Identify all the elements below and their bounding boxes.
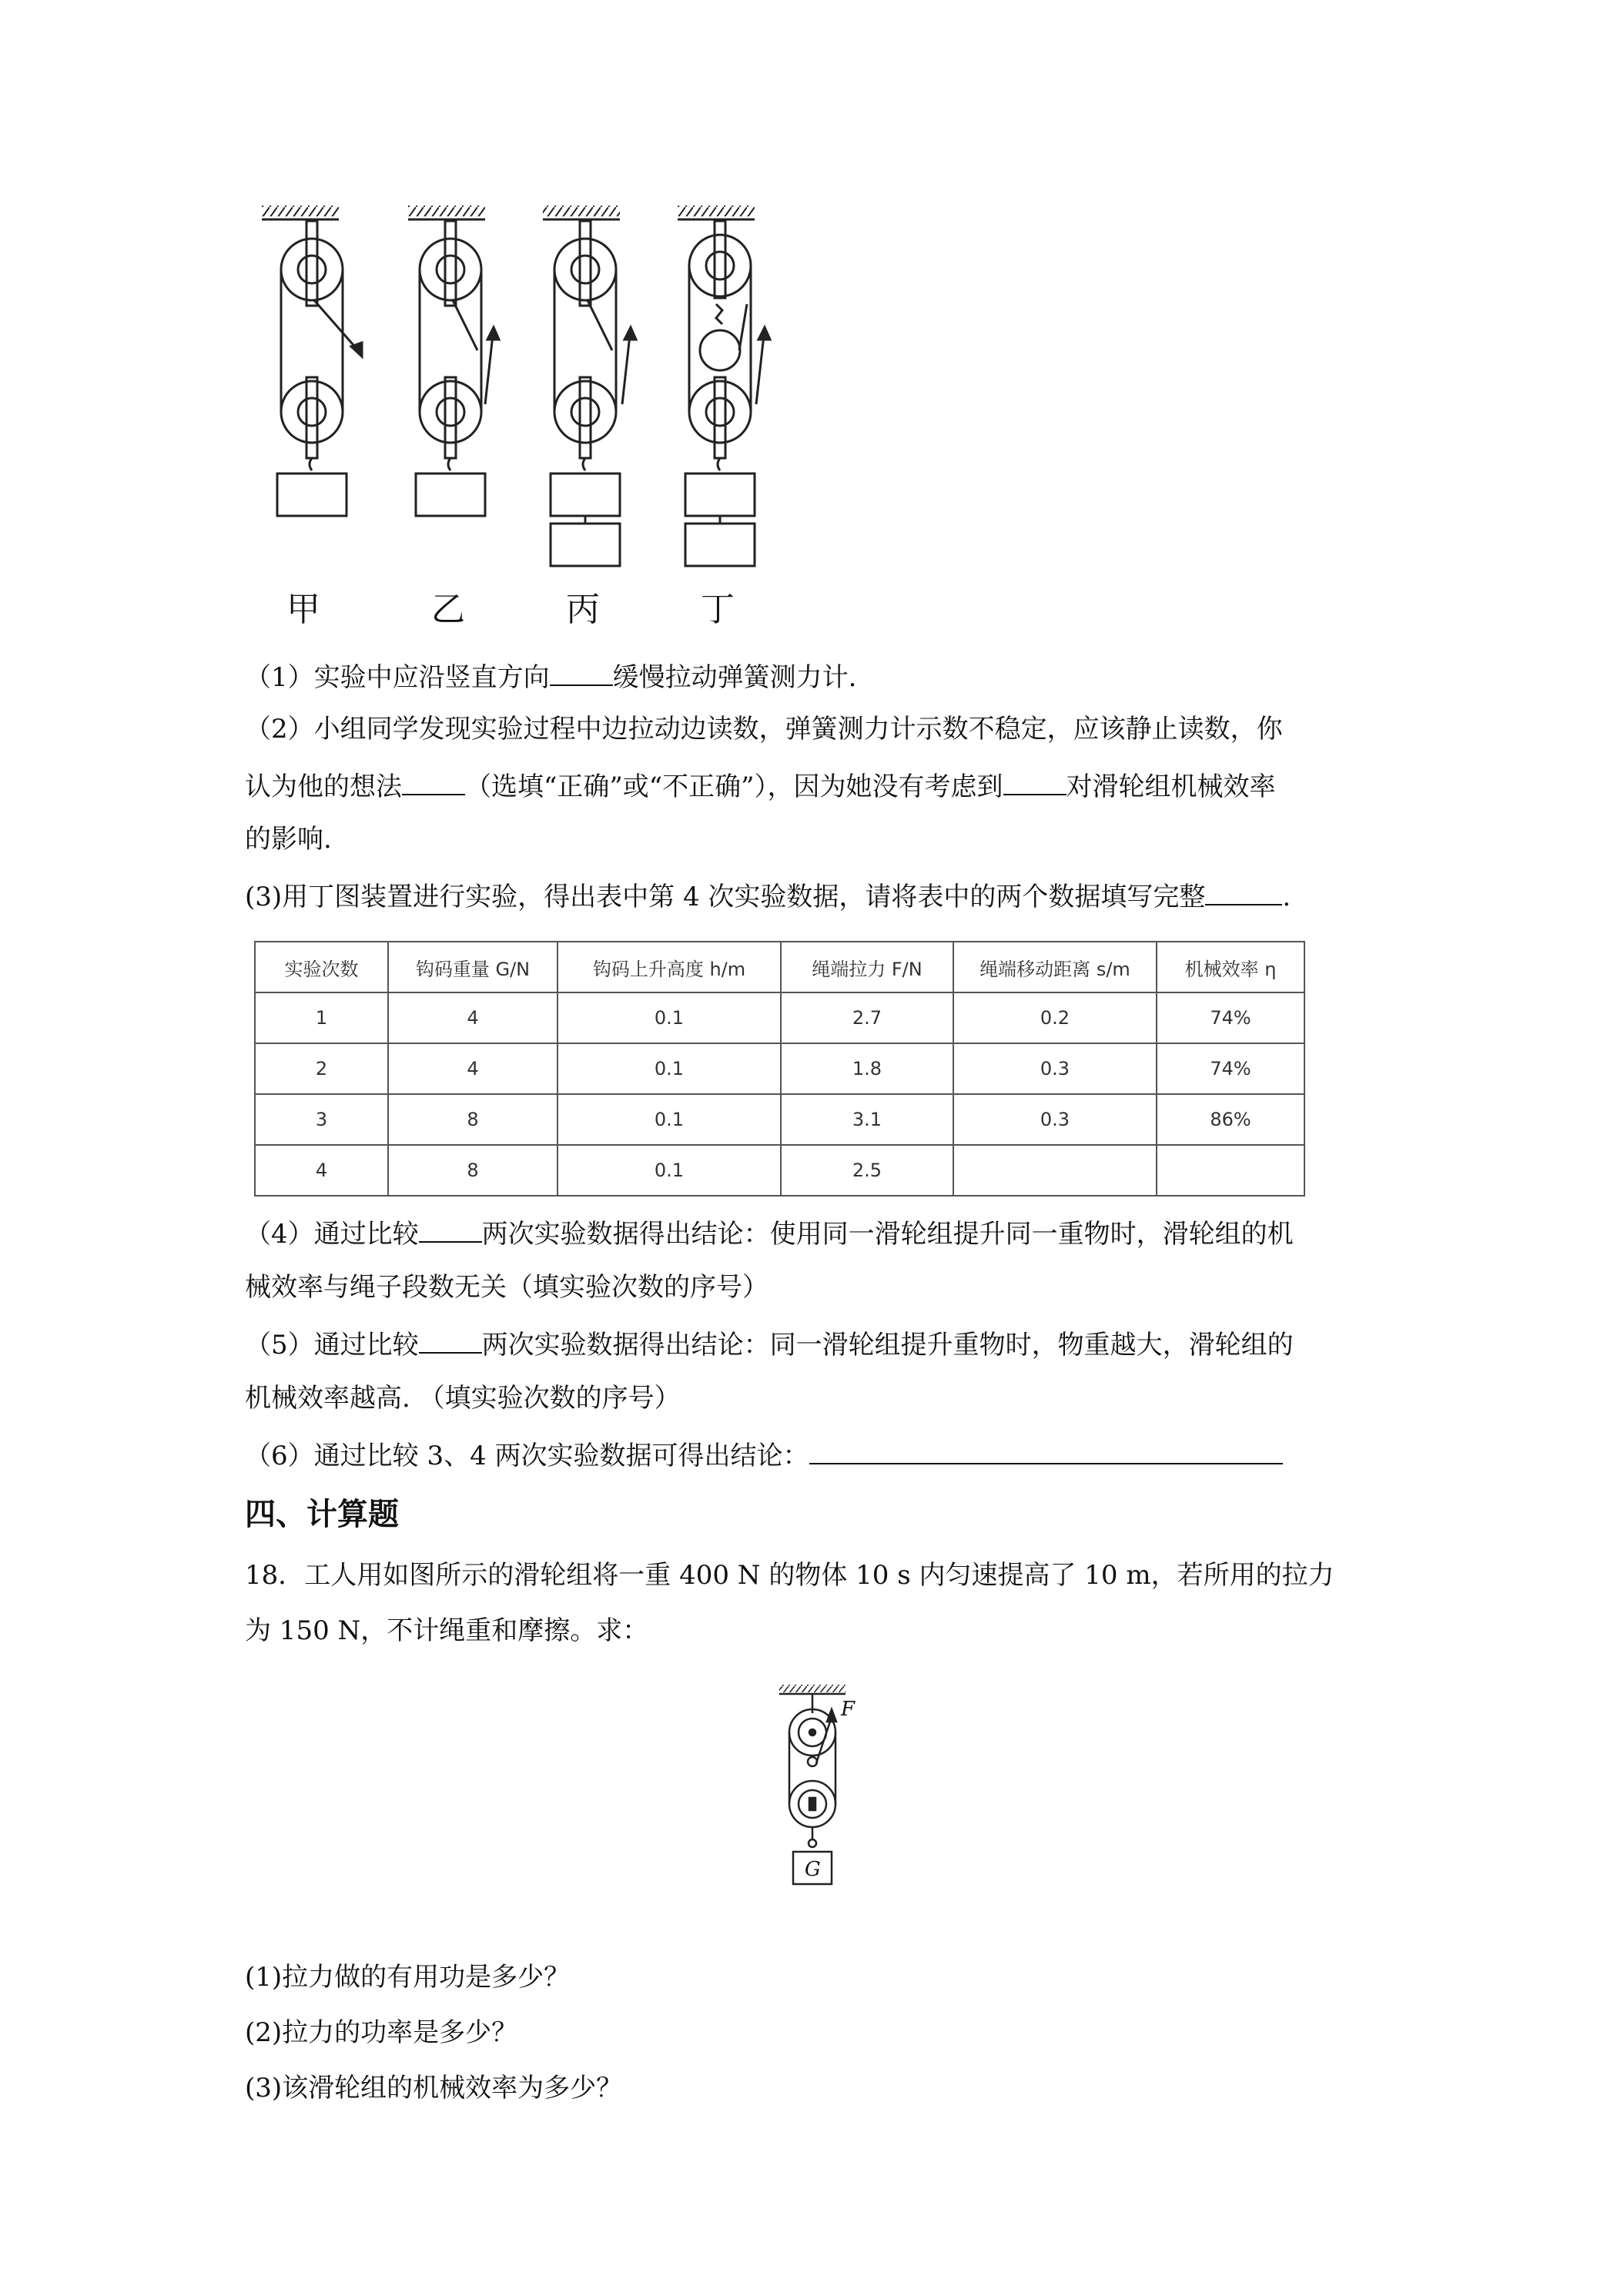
figure-label-yi: 乙 bbox=[431, 590, 465, 629]
pulley-system-ding bbox=[678, 206, 770, 566]
question-2-line-2: 认为他的想法 （选填“正确”或“不正确”），因为她没有考虑到 对滑轮组机械效率 bbox=[245, 768, 1276, 804]
pulley-system-yi bbox=[408, 206, 499, 516]
table-row bbox=[255, 992, 1304, 1043]
answer-blank-q6[interactable] bbox=[809, 1437, 1283, 1464]
answer-blank-q2a[interactable] bbox=[402, 768, 465, 795]
table-cell: 4 bbox=[388, 992, 558, 1043]
table-cell: 74% bbox=[1157, 992, 1304, 1043]
answer-blank-q2b[interactable] bbox=[1003, 768, 1066, 795]
table-header-cell: 绳端拉力 F/N bbox=[781, 942, 953, 992]
table-row bbox=[255, 1043, 1304, 1094]
figure-label-bing: 丙 bbox=[566, 590, 600, 629]
question-5-line-1: （5）通过比较 两次实验数据得出结论：同一滑轮组提升重物时，物重越大，滑轮组的 bbox=[245, 1326, 1294, 1362]
question-4-line-1: （4）通过比较 两次实验数据得出结论：使用同一滑轮组提升同一重物时，滑轮组的机 bbox=[245, 1215, 1294, 1251]
table-header-cell: 钩码重量 G/N bbox=[388, 942, 558, 992]
table-cell: 0.1 bbox=[558, 1043, 781, 1094]
problem-18-sub-3: (3)该滑轮组的机械效率为多少？ bbox=[245, 2073, 623, 2104]
table-cell: 0.1 bbox=[558, 992, 781, 1043]
table-cell: 1 bbox=[255, 992, 388, 1043]
answer-blank-q1[interactable] bbox=[550, 658, 613, 686]
question-6: （6）通过比较 3、4 两次实验数据可得出结论： bbox=[245, 1437, 1283, 1473]
table-cell: 8 bbox=[388, 1145, 558, 1196]
force-label: F bbox=[841, 1698, 856, 1721]
table-cell: 2 bbox=[255, 1043, 388, 1094]
table-row bbox=[255, 1145, 1304, 1196]
answer-blank-q4[interactable] bbox=[419, 1215, 482, 1243]
pulley-system-bing bbox=[543, 206, 636, 566]
table-cell: 8 bbox=[388, 1094, 558, 1145]
table-header-cell: 绳端移动距离 s/m bbox=[953, 942, 1157, 992]
experiment-data-table bbox=[254, 941, 1305, 1197]
table-cell-empty[interactable] bbox=[1157, 1145, 1304, 1196]
problem-18-sub-1: (1)拉力做的有用功是多少？ bbox=[245, 1962, 571, 1993]
table-row bbox=[255, 1094, 1304, 1145]
table-cell: 1.8 bbox=[781, 1043, 953, 1094]
answer-blank-q5[interactable] bbox=[419, 1326, 482, 1354]
table-header-cell: 钩码上升高度 h/m bbox=[558, 942, 781, 992]
problem-18-line-1: 18．工人用如图所示的滑轮组将一重 400 N 的物体 10 s 内匀速提高了 10 m，若所用的拉力 bbox=[245, 1560, 1334, 1591]
table-header-cell: 机械效率 η bbox=[1157, 942, 1304, 992]
weight-label: G bbox=[805, 1858, 821, 1881]
pulley-system-jia bbox=[262, 206, 362, 516]
question-1: （1）实验中应沿竖直方向 缓慢拉动弹簧测力计. bbox=[245, 658, 856, 694]
table-cell: 86% bbox=[1157, 1094, 1304, 1145]
question-4-line-2: 械效率与绳子段数无关（填实验次数的序号） bbox=[245, 1272, 768, 1303]
question-3: (3)用丁图装置进行实验，得出表中第 4 次实验数据，请将表中的两个数据填写完整 . bbox=[245, 878, 1291, 914]
table-cell: 3.1 bbox=[781, 1094, 953, 1145]
question-2-line-3: 的影响. bbox=[245, 824, 332, 855]
section-title: 四、计算题 bbox=[245, 1497, 399, 1532]
pulley-figure-set bbox=[254, 196, 824, 643]
question-2-line-1: （2）小组同学发现实验过程中边拉动边读数，弹簧测力计示数不稳定，应该静止读数，你 bbox=[245, 714, 1283, 745]
figure-label-ding: 丁 bbox=[701, 590, 735, 629]
table-cell: 2.5 bbox=[781, 1145, 953, 1196]
figure-label-jia: 甲 bbox=[286, 590, 320, 629]
table-cell: 0.2 bbox=[953, 992, 1157, 1043]
table-cell: 3 bbox=[255, 1094, 388, 1145]
table-cell-empty[interactable] bbox=[953, 1145, 1157, 1196]
table-cell: 74% bbox=[1157, 1043, 1304, 1094]
table-header-cell: 实验次数 bbox=[255, 942, 388, 992]
table-cell: 0.1 bbox=[558, 1094, 781, 1145]
table-cell: 0.3 bbox=[953, 1094, 1157, 1145]
table-cell: 4 bbox=[255, 1145, 388, 1196]
table-cell: 4 bbox=[388, 1043, 558, 1094]
problem-18-pulley-figure bbox=[770, 1678, 886, 1933]
table-cell: 0.1 bbox=[558, 1145, 781, 1196]
problem-18-sub-2: (2)拉力的功率是多少？ bbox=[245, 2017, 518, 2048]
question-5-line-2: 机械效率越高. （填实验次数的序号） bbox=[245, 1383, 681, 1414]
answer-blank-q3[interactable] bbox=[1205, 878, 1282, 905]
problem-18-line-2: 为 150 N，不计绳重和摩擦。求： bbox=[245, 1615, 649, 1646]
table-cell: 0.3 bbox=[953, 1043, 1157, 1094]
table-header-row bbox=[255, 942, 1304, 992]
table-cell: 2.7 bbox=[781, 992, 953, 1043]
